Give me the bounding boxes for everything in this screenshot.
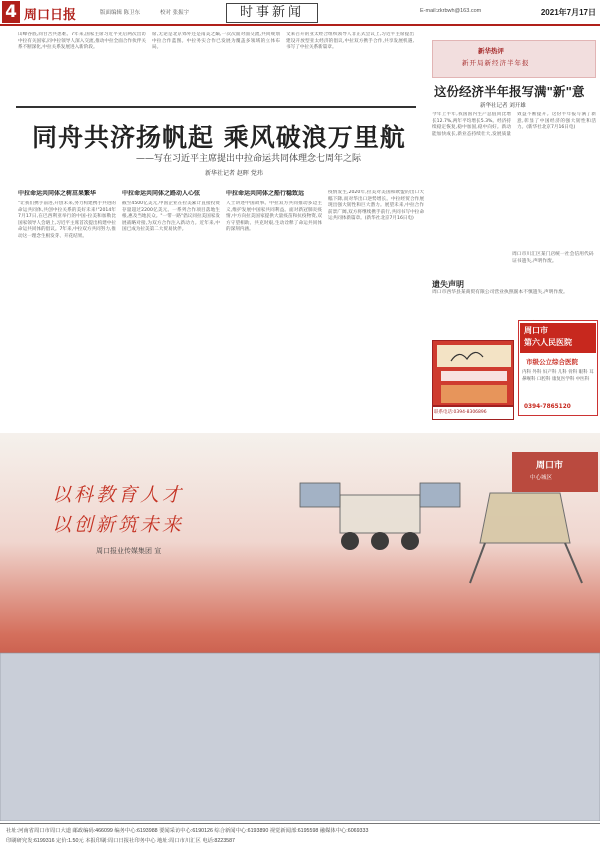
hospital-subtitle: 市级公立综合医院 — [526, 358, 578, 366]
column-text: 人士讲述中国故事。中拉双方共同推动多边主义,维护发展中国家共同利益。面对新冠肺炎疫情,中方向拉美国家提供大量疫苗和抗疫物资,双方守望相助、共克时艰,生动诠释了命运共同体的深刻内涵。 — [226, 201, 322, 233]
column-subhead: 中拉命运共同体之船行稳致远 — [226, 190, 305, 197]
article-column-1 — [18, 190, 116, 428]
hospital-city: 周口市 — [524, 326, 548, 335]
article-column-4 — [328, 190, 424, 428]
right-headline: 这份经济半年报写满"新"意 — [434, 84, 585, 99]
column-subhead: 中拉命运共同体之路动人心弦 — [122, 190, 201, 197]
editor-line: 版面编辑 陈卫东 — [100, 10, 141, 16]
banner-title-line-2: 以创新筑未来 — [52, 514, 185, 536]
hospital-name: 第六人民医院 — [524, 338, 572, 347]
advertisement-image — [432, 340, 514, 406]
issue-date: 2021年7月17日 — [540, 8, 596, 17]
column-subhead: 中拉命运共同体之树茁果繁华 — [18, 190, 97, 197]
main-headline: 同舟共济扬帆起 乘风破浪万里航 — [32, 123, 406, 152]
top-strip-column-2: 席,无论是北京郊外还是南美之巅,一次次面对面交流,共同规划中拉合作蓝图。中拉务实合作已发展为覆盖多领域的立体布局。 — [152, 32, 280, 51]
hospital-phone: 0394-7865120 — [524, 404, 571, 410]
article-column-3 — [226, 190, 322, 428]
banner-title-line-1: 以科教育人才 — [52, 484, 185, 506]
paper-name: 周口日报 — [24, 8, 77, 23]
hospital-departments: 内科 外科 妇产科 儿科 骨科 眼科 耳鼻喉科 口腔科 康复医学科 中医科 — [522, 370, 594, 382]
column-text: "让我们携手前进,开创未来,努力构建携手共进的命运共同体,共创中拉关系的美好未来!"2014年7月17日,在巴西利亚举行的中国-拉美和加勒比国家领导人会晤上,习近平主席首次提出构建中拉命运共同体的倡议。7年来,中拉双方共同努力,推动这一理念生根发芽、开花结果。 — [18, 201, 116, 239]
right-article-text: 今年上半年,我国国内生产总值同比增长12.7%,两年平均增长5.3%。经济持续稳定恢复,稳中加固,稳中向好。新动能加快成长,新业态持续壮大,发展质量效益不断提升。这份半年报写满了新意,彰显了中国经济的强大韧性和活力。(新华社北京7月16日电) — [432, 112, 596, 137]
main-subtitle: ——写在习近平主席提出中拉命运共同体理念七周年之际 — [136, 154, 362, 164]
crowd-illustration — [0, 653, 600, 821]
main-byline: 新华社记者 赵晖 党玮 — [205, 170, 263, 177]
top-strip-column-3: 文莱召开的亚太经合组织领导人非正式会议上,习近平主席提出建设开放型亚太经济的倡议,中拉双方携手合作,共享发展机遇,书写了中拉关系新篇章。 — [286, 32, 414, 51]
ad-graphic — [433, 341, 515, 407]
city-name: 周口市 — [536, 461, 564, 471]
rover-illustration — [300, 483, 460, 550]
column-text: 疫情发生,2020年,拉美对美国和欧盟的出口大幅下降,而对华出口逆势增长。中拉经贸合作展现出强大韧性和巨大潜力。展望未来,中拉合作前景广阔,双方将继续携手前行,共同书写中拉命运共同体新篇章。(新华社北京7月16日电) — [328, 190, 424, 222]
lander-illustration — [470, 493, 582, 583]
section-name: 时事新闻 — [226, 3, 318, 23]
notice-text: 周口市西华县某商贸有限公司营业执照副本不慎遗失,声明作废。 — [432, 290, 568, 295]
feature-badge-subtitle: 新开局新经济半年报 — [462, 59, 530, 67]
top-strip-column-1: 山峰谷底,同甘苦共患难。7年来,国家主席习近平先后两次出访中拉有关国家,同中拉领导人深入交流,推动中拉全面合作伙伴关系不断深化,中拉关系发展进入新阶段。 — [18, 32, 146, 51]
proof-line: 校对 张振宇 — [160, 10, 190, 16]
notice-title: 遗失声明 — [432, 280, 464, 289]
column-text: 截至4500亿美元,中国企业在拉美累计直接投资存量超过2200亿美元。一系列合作项目落地生根,惠及当地民众。"一带一路"倡议同拉美国家发展战略对接,为双方合作注入新动力。近年来,中国已成为拉美第二大贸易伙伴。 — [122, 201, 220, 233]
right-byline: 新华社记者 刘开雄 — [480, 103, 526, 109]
page-number: 4 — [2, 1, 20, 23]
city-subtitle: 中心城区 — [530, 475, 553, 481]
feature-badge-title: 新华热评 — [478, 47, 504, 55]
email-line: E-mail:zkrbwh@163.com — [420, 8, 482, 14]
banner-byline: 周口报业传媒集团 宣 — [96, 547, 162, 555]
notice-right-text: 周口市川汇区某门店统一社会信用代码证书遗失,声明作废。 — [512, 252, 594, 264]
footer-line-1: 社址:河南省周口市周口大道 邮政编码:466099 编务中心:6193988 要闻采访中心:6190126 综合新闻中心:6193890 视觉新闻部:6195598 融媒体中心:6069333 — [6, 828, 369, 834]
ad-phone: 联系电话:0394-8306896 — [434, 410, 487, 415]
article-column-2 — [122, 190, 220, 428]
footer-line-2: 印刷研究发:6199316 定价:1.50元 本报印刷:周口日报社印务中心 地址:周口市川汇区 电话:8223587 — [6, 838, 236, 844]
